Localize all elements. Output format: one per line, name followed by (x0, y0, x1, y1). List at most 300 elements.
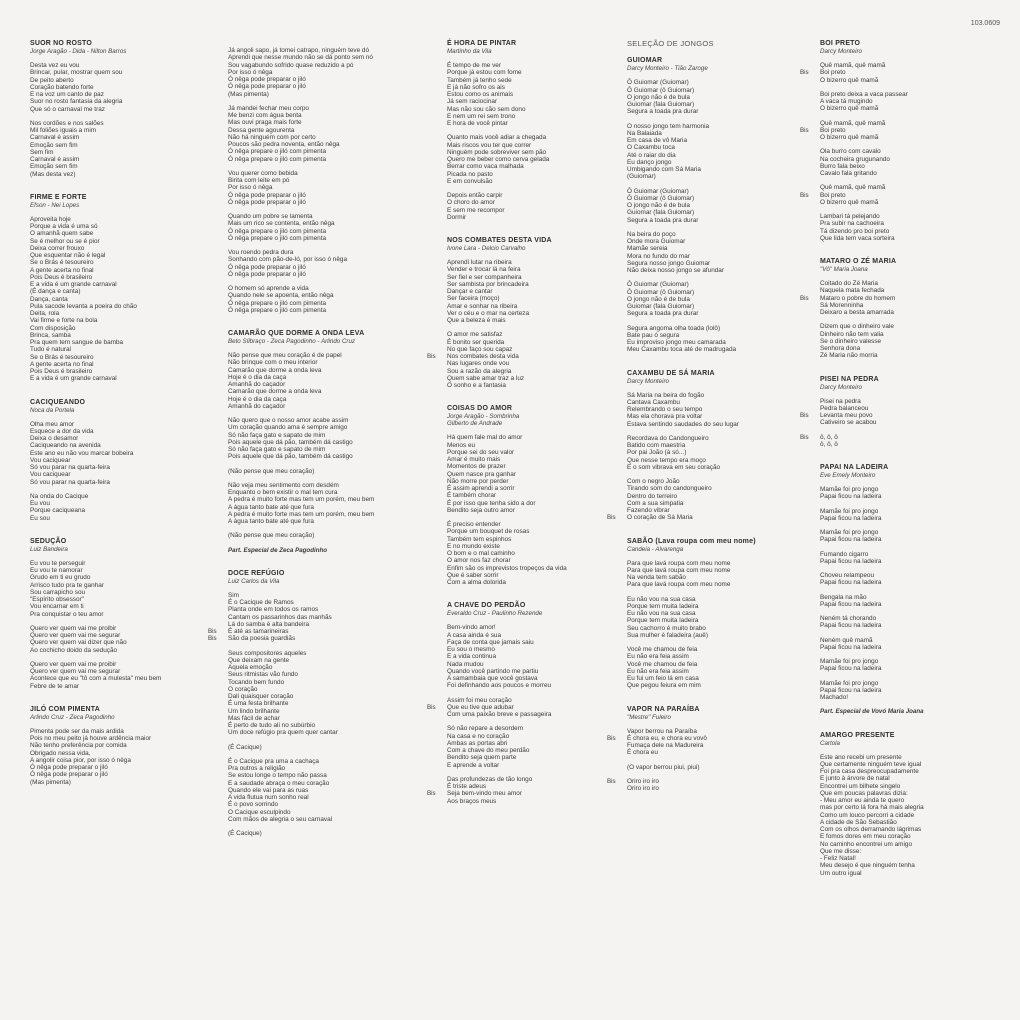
lyric-line: Por isso ó nêga (228, 184, 273, 192)
column-5 (800, 40, 1000, 893)
lyric-line: Coitado do Zé Maria (820, 280, 878, 287)
lyric-line: Pois no meu peito já houve ardência maior (30, 735, 152, 742)
lyric-line: Mora no fundo do mar (627, 252, 690, 260)
bis-marker: Bis (607, 734, 616, 742)
lyric-line: Ô Guiomar (Guiomar) (627, 187, 689, 195)
lyric-line: Segura a toada pra durar (627, 108, 699, 116)
lyric-line: Quê mamã, quê mamã (820, 119, 886, 127)
lyric-line: Se o Brás é tesoureiro (30, 353, 94, 361)
lyric-line: Dentro do terreiro (627, 492, 678, 500)
lyric-line: Na Balaiada (627, 129, 662, 137)
lyric-line: (É Cacique) (228, 743, 262, 751)
stanza (228, 417, 443, 461)
bis-marker: Bis (208, 628, 217, 635)
stanza (627, 188, 807, 224)
lyric-line: Choveu relampeou (820, 572, 874, 579)
lyric-line: Menos eu (447, 441, 476, 449)
bis-marker: Bis (607, 514, 616, 522)
lyric-line: No que faço sou capaz (447, 345, 513, 353)
lyric-line: Bendito seja quem parte (447, 754, 517, 762)
lyric-line: A angolir coisa pior, por isso ó nêga (30, 756, 131, 764)
lyric-line: Pisei na pedra (820, 397, 861, 405)
stanza (627, 596, 807, 640)
lyric-line: E a vida é um grande carnaval (30, 375, 117, 383)
lyric-line: Quem sabe amar traz a luz (447, 374, 525, 382)
lyric-line: Com mãos de alegria o seu carnaval (228, 815, 333, 823)
lyric-line: Carnaval é assim (30, 134, 80, 142)
lyric-line: Ô Guiomar (ô Guiomar) (627, 86, 695, 94)
lyric-line: Sem fim (30, 148, 54, 156)
lyric-line: Na onda do Cacique (30, 492, 89, 500)
lyric-line: Não quero que o nosso amor acabe assim (228, 417, 349, 424)
stanza (30, 421, 220, 486)
song-block (820, 732, 1000, 877)
lyric-line: Deixaro a besta amarrada (820, 309, 894, 316)
lyric-line: Aquela emoção (228, 664, 273, 671)
lyric-line: - Meu amor eu ainda te quero (820, 797, 905, 804)
song-title: SUOR NO ROSTO (30, 40, 92, 47)
lyric-line: Tá dizendo pro boi preto (820, 227, 890, 235)
lyric-line: Quero ver quem vai dizer que não (30, 639, 127, 647)
lyric-line: E já não sofro os ais (447, 83, 505, 91)
lyric-line: Bendito seja outro amor (447, 506, 515, 514)
stanza (627, 325, 807, 354)
stanza (820, 754, 1000, 877)
lyric-line: Febre de te amar (30, 682, 80, 690)
lyric-line: Mataro o pobre do homem Bis (800, 294, 896, 302)
lyric-line: Este ano recebi um presente (820, 753, 902, 761)
lyric-line: O homem só aprende a vida (228, 285, 309, 292)
stanza (427, 331, 622, 389)
lyric-line: Por pai João (à só...) (627, 449, 687, 457)
stanza (820, 91, 1000, 113)
lyric-line: Das profundezas de tão longo (447, 775, 533, 783)
lyric-line: Eu sou o mesmo (447, 646, 495, 653)
song-block (228, 47, 443, 314)
song-credit: "Mestre" Fuleiro (627, 713, 671, 721)
lyric-line: Cantam os passarinhos das manhãs (228, 613, 332, 621)
song-title: É HORA DE PINTAR (447, 40, 517, 47)
lyric-line: Eu vou (30, 500, 50, 507)
lyric-line: Planta onde em todos os ramos (228, 606, 319, 614)
stanza (30, 661, 220, 690)
lyric-line: Momentos de prazer (447, 463, 506, 471)
song-title: COISAS DO AMOR (447, 405, 513, 413)
lyric-line: Batido com maestria (627, 442, 686, 449)
lyric-line: O coração (228, 685, 258, 693)
special-participation-note: Part. Especial de Vovó Maria Joana (820, 708, 924, 716)
lyric-line: É bonito ser querida (447, 338, 505, 346)
song-block (607, 369, 807, 522)
stanza (800, 119, 1000, 142)
song-block (800, 40, 1000, 242)
stanza (627, 281, 807, 317)
lyric-line: O Cacique esculpindo (228, 808, 291, 816)
song-title: SABÃO (Lava roupa com meu nome) (627, 537, 756, 545)
stanza (627, 764, 807, 771)
lyric-line: Ambas as portas abri (447, 739, 508, 747)
lyric-line: Ó nêga prepare o jiló com pimenta (228, 306, 327, 314)
section-heading: SELEÇÃO DE JONGOS (627, 39, 714, 48)
lyric-line: Dinheiro não tem valia (820, 330, 884, 338)
lyric-line: Dizem que o dinheiro vale (820, 323, 894, 331)
song-credit: Jorge Aragão - Sombrinha (447, 413, 520, 421)
lyric-line: Quando ele vai para as ruas (228, 786, 309, 794)
lyric-line: Já sem raciocinar (447, 98, 498, 106)
lyric-line: Para que lavá roupa com meu nome (627, 581, 731, 589)
lyric-line: Me benzi com água benta (228, 112, 302, 119)
lyric-line: Não há ninguém com por certo (228, 133, 316, 141)
lyric-line: mas por certo lá fora há mais alegria (820, 804, 924, 812)
lyric-line: Deixa correr frouxo (30, 244, 85, 252)
lyric-line: Mamãe sereia (627, 245, 668, 253)
lyric-line: Foi definhando aos poucos e morreu (447, 682, 552, 690)
lyric-line: Tudo é natural (30, 346, 71, 354)
lyric-line: Dali quaisquer coração (228, 693, 294, 700)
lyric-line: Na beira do poço (627, 230, 676, 238)
stanza (30, 728, 220, 786)
song-credit: Darcy Monteiro - Tião Zaroge (627, 65, 708, 73)
lyric-line: Camarão que dorme a onda leva (228, 388, 322, 396)
stanza (607, 777, 807, 793)
lyric-line: Papai ficou na ladeira (820, 643, 882, 651)
lyric-line: Encontrei um bilhete singelo (820, 782, 901, 790)
stanza (627, 123, 807, 181)
lyric-line: (Mas desta vez) (30, 170, 76, 178)
song-block (228, 330, 443, 554)
lyric-line: Ola burro com cavalo (820, 148, 881, 156)
lyric-line: Ó nêga prepare o jiló com pimenta (228, 148, 327, 156)
lyric-line: A vida flutua num sonho real (228, 794, 309, 801)
bis-marker: Bis (800, 126, 809, 134)
lyric-line: Quero ver quem vai me segurar (30, 632, 121, 639)
lyric-line: Ô Guiomar (ô Guiomar) (627, 288, 695, 296)
lyric-line: Vapor berrou na Paraíba (627, 727, 697, 735)
lyric-line: Não veja meu sentimento com desdém (228, 481, 339, 489)
song-block (447, 405, 622, 586)
song-block (607, 705, 807, 793)
lyric-line: Zé Maria não morria (820, 352, 878, 360)
lyric-line: É preciso entender (447, 521, 501, 528)
lyric-line: Carnaval é assim (30, 156, 80, 163)
lyric-line: Vou encarnar em ti (30, 603, 84, 611)
column-3 (427, 40, 622, 821)
song-title: DOCE REFÚGIO (228, 569, 285, 577)
song-title: JILÓ COM PIMENTA (30, 705, 100, 713)
stanza (447, 725, 622, 769)
lyric-line: Já mandei fechar meu corpo (228, 104, 309, 112)
stanza (228, 352, 443, 410)
lyric-line: Guiomar (fala Guiomar) (627, 209, 695, 217)
lyric-line: É chora eu, e chora eu vovô Bis (607, 734, 707, 742)
lyric-line: Amanhã do caçador (228, 402, 286, 410)
lyric-line: E fomos dores em meu coração (820, 833, 911, 841)
lyric-line: Não tenho preferência por comida (30, 742, 127, 750)
lyric-line: (É Cacique) (228, 830, 262, 837)
lyric-line: Para que lavá roupa com meu nome (627, 559, 731, 567)
lyric-line: Umbigando com Sá Maria (627, 166, 701, 173)
lyric-line: E nem um rei sem trono (447, 112, 516, 120)
lyric-line: Com a chave do meu perdão (447, 747, 530, 754)
song-credit: Luiz Bandeira (30, 545, 68, 553)
lyric-line: É uma festa brilhante (228, 700, 289, 708)
lyric-line: Cantava Caxambu (627, 398, 680, 406)
lyric-line: Neném quê mamã (820, 636, 873, 644)
lyric-line: Grudo em ti eu grudo (30, 574, 91, 582)
song-block (427, 602, 622, 805)
lyric-line: Eu danço jongo (627, 158, 672, 166)
stanza (607, 727, 807, 757)
song-title: A CHAVE DO PERDÃO (447, 602, 526, 610)
lyric-line: Sá Maria na beira do fogão (627, 391, 705, 399)
lyric-line: ô, ô, ô Bis (800, 433, 838, 441)
lyric-line: Também já tenho sede (447, 76, 512, 84)
lyric-line: Papai ficou na ladeira (820, 493, 882, 501)
lyric-line: Ó nêga pode preparar o jiló (228, 198, 306, 206)
stanza (820, 572, 1000, 587)
lyric-line: O bizerro quê mamã (820, 105, 879, 113)
lyric-line: Com a sua simpatia (627, 499, 684, 507)
lyric-line: Papai ficou na ladeira (820, 665, 882, 673)
bis-marker: Bis (800, 294, 809, 302)
stanza (447, 192, 622, 221)
stanza (820, 658, 1000, 673)
lyric-line: Fumando cigarro (820, 550, 869, 558)
lyric-line: Mais riscos vou ter que correr (447, 141, 532, 149)
stanza (820, 551, 1000, 566)
lyric-line: Vou caciquear (30, 471, 71, 479)
stanza (820, 486, 1000, 501)
lyric-line: Esquece a dor da vida (30, 427, 94, 435)
lyric-line: Assim foi meu coração (447, 696, 512, 704)
lyric-line: Quando nele se apoenta, então nêga (228, 292, 334, 300)
lyric-line: Ó nêga pode preparar o jiló (30, 771, 108, 779)
lyric-line: Só vou parar na quarta-feira (30, 464, 110, 471)
lyric-line: Mas fácil de achar (228, 714, 280, 722)
song-title: BOI PRETO (820, 40, 861, 47)
lyric-line: Dormir (447, 213, 467, 221)
lyric-line: O jongo não é de bula (627, 295, 690, 303)
lyric-line: Papai ficou na ladeira (820, 579, 882, 587)
lyric-line: Só não faça gato e sapato de mim (228, 446, 326, 453)
lyric-line: Relembrando o seu tempo (627, 406, 703, 413)
song-block (627, 538, 807, 690)
lyric-line: Cativeiro se acabou (820, 419, 877, 427)
lyric-line: Quero ver quem vai me segurar (30, 668, 121, 675)
song-block (30, 399, 220, 522)
song-block (30, 40, 220, 178)
lyric-line: Quero me beber como cerva gelada (447, 156, 550, 163)
lyric-line: Que só o carnaval me traz (30, 105, 105, 113)
lyric-line: Pois aquele que dá pão, também dá castigo (228, 438, 353, 446)
lyric-line: Sou vagabundo sofrido quase reduzido a pó (228, 61, 354, 69)
lyric-line: Quanto mais você adiar a chegada (447, 134, 547, 142)
lyric-line: Com disposição (30, 324, 76, 332)
lyric-line: Oriro iro iro (627, 785, 659, 792)
lyric-line: Papai ficou na ladeira (820, 622, 882, 630)
lyric-line: Lambari tá pelejando (820, 213, 880, 220)
lyric-line: Que é saber sorrir (447, 571, 499, 579)
lyric-line: Que nesse tempo era moço (627, 456, 706, 464)
song-credit: Luiz Carlos da Vila (228, 577, 280, 585)
stanza (820, 323, 1000, 359)
stanza (228, 758, 443, 823)
lyric-line: (É dança e canta) (30, 288, 81, 296)
lyric-line: Brincar, pular, mostrar quem sou (30, 69, 123, 77)
lyric-line: Até o raiar do dia (627, 151, 676, 159)
lyric-line: O amanhã quem sabe (30, 230, 94, 238)
lyric-line: Ó nêga pode preparar o jiló (228, 270, 306, 278)
bis-marker: Bis (800, 191, 809, 199)
lyric-line: Mamãe foi pro jongo (820, 658, 879, 665)
lyric-line: Ninguém pode sobreviver sem pão (447, 148, 547, 156)
lyric-line: E em convulsão (447, 177, 493, 185)
lyric-line: Eu vou te perseguir (30, 559, 86, 567)
lyric-line: Senhora dona (820, 345, 861, 352)
lyric-line: Enquanto o bem existir o mal tem cura (228, 489, 338, 496)
song-block (427, 237, 622, 389)
lyric-line: Sonhando com pão-de-ló, por isso ó nêga (228, 256, 348, 264)
lyric-line: Que esquentar não é legal (30, 252, 106, 259)
lyric-line: Com a alma dolorida (447, 579, 506, 586)
lyric-line: Pois aquele que dá pão, também dá castigo (228, 453, 353, 461)
lyric-line: Quero ver quem vai me proibir (30, 624, 117, 632)
lyric-line: Que eu tive que adubar Bis (427, 703, 514, 711)
song-credit: Candeia - Alvarenga (627, 545, 684, 553)
lyric-line: Não brinque com o meu interior (228, 359, 318, 367)
lyric-line: Berrar como vaca malhada (447, 163, 524, 171)
lyric-line: Há quem fale mal do amor (447, 434, 523, 442)
lyric-line: Quero ver quem vai me proibir (30, 660, 117, 668)
lyric-line: Não morre por perder (447, 477, 509, 485)
lyric-line: O jongo não é de bula (627, 202, 690, 209)
lyric-line: Segura a toada pra durar (627, 310, 699, 318)
lyric-line: E a vida é um grande carnaval (30, 281, 117, 288)
lyric-line: Se o Brás é tesoureiro (30, 259, 94, 267)
bis-marker: Bis (427, 790, 436, 798)
lyric-line: Camarão que dorme a onda leva (228, 366, 322, 374)
lyric-line: Aprendi que nesse mundo não se dá ponto sem nó (228, 54, 373, 62)
song-title: CAMARÃO QUE DORME A ONDA LEVA (228, 330, 365, 337)
lyric-line: Dança, canta (30, 295, 68, 303)
lyric-line: Burro fala beixo (820, 162, 865, 170)
lyric-line: Que em poucas palavras dizia: (820, 789, 908, 797)
lyric-line: Nos cordões e nos salões (30, 119, 104, 127)
lyric-line: Um outro igual (820, 869, 862, 877)
lyric-line: Nos combates desta vida Bis (427, 353, 519, 360)
lyric-line: Não deixa nosso jongo se afundar (627, 267, 724, 274)
lyric-line: Na venda tem sabão (627, 574, 686, 581)
lyric-line: A água tanto bate até que fura (228, 503, 314, 511)
lyric-line: (Não pense que meu coração) (228, 532, 315, 540)
lyric-line: Eu sou (30, 514, 50, 522)
lyric-line: É até as tamarineiras Bis (208, 628, 289, 635)
song-title: VAPOR NA PARAÍBA (627, 705, 700, 713)
lyric-line: E a vida continua (447, 653, 497, 661)
lyric-line: Vou querer como bebida (228, 169, 298, 177)
lyric-line: É triste adeus (447, 783, 487, 790)
lyric-line: Nas lugares onde vou (447, 360, 510, 368)
lyric-line: Olha meu amor (30, 420, 75, 428)
lyric-line: Segura angoma olha toada (lolô) (627, 324, 721, 332)
lyric-line: Só vou parar na quarta-feira (30, 478, 110, 486)
lyric-line: Hoje é o dia da caça (228, 395, 287, 403)
song-credit: "Vô" Maria Joana (820, 266, 868, 273)
lyric-line: Seja bem-vindo meu amor Bis (427, 790, 522, 798)
bis-marker: Bis (800, 69, 809, 77)
song-block (30, 538, 220, 690)
stanza (800, 397, 1000, 427)
lyric-line: É o Cacique de Ramos (228, 599, 294, 606)
stanza (627, 560, 807, 589)
lyric-line: Se é melhor ou se é pior (30, 237, 100, 245)
lyric-line: Ó nêga pode preparar o jiló (228, 191, 306, 199)
lyric-line: Guiomar (fala Guiomar) (627, 101, 695, 108)
lyric-line: Sou carrapicho sou (30, 588, 86, 596)
lyric-line: A vaca tá mugindo (820, 98, 873, 105)
stanza (228, 830, 443, 837)
stanza (427, 775, 622, 805)
lyric-line: Fazendo vibrar (627, 507, 670, 514)
lyric-line: Estou como os animais (447, 91, 514, 98)
lyric-line: Dessa gente agourenta (228, 126, 295, 134)
lyric-line: É assim aprendi a sorrir (447, 485, 515, 492)
lyric-line: Amar é muito mais (447, 456, 501, 463)
lyric-line: Deixa o desamor (30, 435, 79, 442)
lyric-line: Sim (228, 591, 240, 599)
column-4 (607, 39, 807, 808)
stanza (627, 435, 807, 471)
song-title: GUIOMAR (627, 57, 663, 65)
bis-marker: Bis (607, 777, 616, 785)
stanza (228, 650, 443, 737)
lyric-line: Aos braços meus (447, 797, 497, 805)
stanza (627, 392, 807, 428)
lyric-line: Você me chamou de feia (627, 660, 698, 668)
lyric-line: Coração batendo forte (30, 83, 94, 91)
lyric-line: E hora de você pintar (447, 120, 508, 127)
lyric-line: Ó nêga pode preparar o jiló (228, 263, 306, 271)
stanza (427, 696, 622, 719)
stanza (820, 594, 1000, 609)
lyric-line: De peito aberto (30, 76, 74, 84)
lyric-line: ô, ô, ô (820, 440, 838, 448)
stanza (627, 231, 807, 275)
lyric-line: - Feliz Natal! (820, 855, 856, 862)
stanza (30, 493, 220, 522)
stanza (30, 62, 220, 113)
column-1 (30, 40, 220, 802)
lyric-line: "Espírito obsessor" (30, 596, 84, 603)
bis-marker: Bis (427, 703, 436, 711)
lyric-line: Ó nêga pode preparar o jiló (228, 76, 306, 83)
lyric-line: Enfim são os imprevistos tropeços da vida (447, 564, 567, 572)
lyric-line: Você me chamou de feia (627, 646, 698, 653)
lyric-line: (Mas pimenta) (228, 90, 269, 98)
lyric-line: É chora eu (627, 749, 658, 757)
lyric-line: Pimenta pode ser da mais ardida (30, 727, 124, 735)
lyric-line: Caciqueando na avenida (30, 442, 101, 450)
song-credit: Gilberto de Andrade (447, 420, 503, 428)
lyric-line: Pra outros a religião (228, 765, 286, 772)
lyric-line: Quê mamã, quê mamã (820, 62, 886, 69)
lyric-line: Também tem espinhos (447, 535, 512, 543)
lyric-line: Machado! (820, 694, 849, 701)
stanza (627, 79, 807, 115)
stanza (627, 646, 807, 690)
lyric-line: Um lindo brilhante (228, 707, 280, 715)
lyric-line: Se estou longe o tempo não passa (228, 772, 327, 780)
